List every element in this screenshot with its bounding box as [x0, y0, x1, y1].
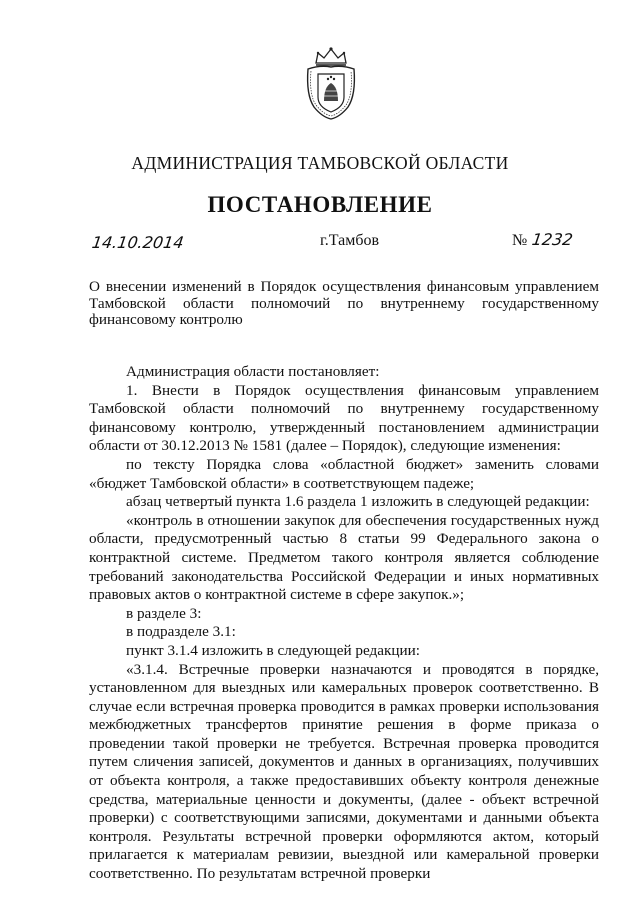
body-paragraph: абзац четвертый пункта 1.6 раздела 1 изложить в следующей редакции:: [126, 493, 590, 511]
document-number-label: №: [512, 232, 528, 249]
document-body: [89, 363, 599, 884]
body-paragraph: в разделе 3:: [126, 604, 202, 622]
body-paragraph: Администрация области постановляет:: [126, 363, 380, 380]
subject-line: Тамбовской области полномочий по внутреннему государственному: [89, 294, 599, 312]
body-paragraph: «3.1.4. Встречные проверки назначаются и проводятся в порядке, установленном для выездных или камеральных проверок соответственно. В случае если встречная проверка проводится в рамках проверки использования межбюджетных трансфертов принятие решения в форме приказа о проведении такой проверки не требуется. Встречная проверка проводится путем сличения записей, документов и данных в организациях, получивших от объекта контроля, а также предоставивших объекту контроля денежные средства, материальные ценности и документы, (далее - объект встречной проверки) с соответствующими записями, документами и данными объекта контроля. Результаты встречной проверки оформляются актом, который прилагается к материалам ревизии, выездной или камеральной проверки соответственно. По результатам встречной проверки: [89, 660, 599, 883]
subject-line: О внесении изменений в Порядок осуществления финансовым управлением: [89, 278, 599, 295]
document-subject: [89, 279, 599, 329]
body-paragraph: пункт 3.1.4 изложить в следующей редакции:: [126, 641, 420, 659]
document-type-title: ПОСТАНОВЛЕНИЕ: [207, 192, 433, 217]
document-date: 14.10.2014: [90, 233, 185, 252]
body-paragraph: «контроль в отношении закупок для обеспечения государственных нужд области, предусмотренный частью 8 статьи 99 Федерального закона о контрактной системе. Предметом такого контроля является соблюдение требований законодательства Российской Федерации и иных нормативных правовых актов о контрактной системе в сфере закупок.»;: [89, 511, 599, 604]
tambov-coat-of-arms-icon: [302, 45, 360, 121]
organization-title: АДМИНИСТРАЦИЯ ТАМБОВСКОЙ ОБЛАСТИ: [131, 153, 509, 173]
body-paragraph: в подразделе 3.1:: [126, 623, 236, 641]
subject-line: финансовому контролю: [89, 311, 243, 328]
document-number: 1232: [530, 230, 575, 249]
body-paragraph: 1. Внести в Порядок осуществления финансовым управлением Тамбовской области полномочий по внутреннему государственному финансовому контролю, утвержденный постановлением администрации области от 30.12.2013 № 1581 (далее – Порядок), следующие изменения:: [89, 381, 599, 455]
document-city: г.Тамбов: [320, 232, 380, 249]
body-paragraph: по тексту Порядка слова «областной бюджет» заменить словами «бюджет Тамбовской области» в соответствующем падеже;: [89, 455, 599, 492]
